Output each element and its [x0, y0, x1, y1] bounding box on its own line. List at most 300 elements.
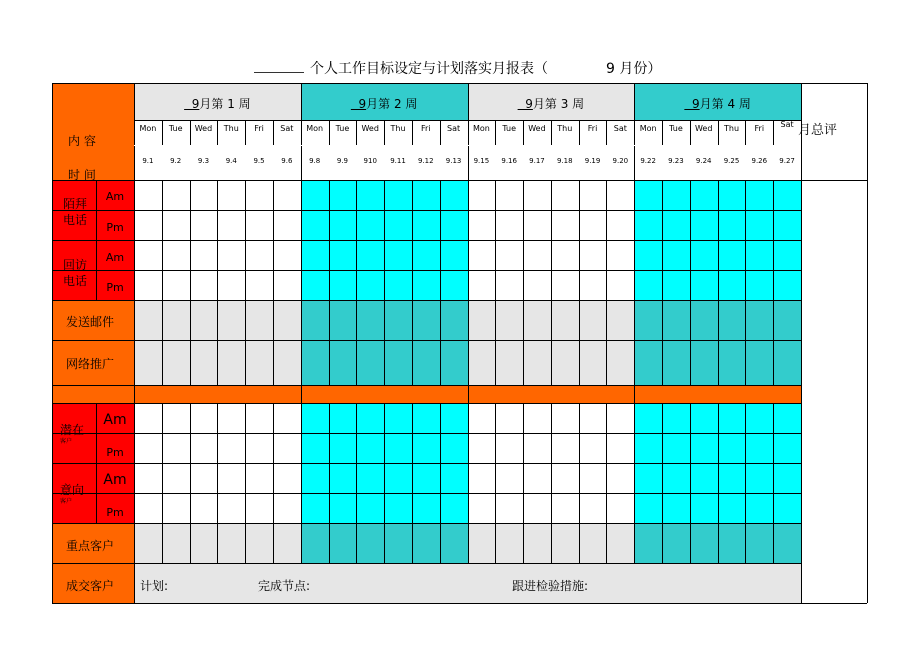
day-label-20: Tue [669, 124, 683, 133]
week-title-month: 9 [184, 97, 200, 111]
grid-vline [551, 493, 552, 523]
date-label-23: 9.26 [751, 157, 768, 165]
grid-vline [745, 270, 746, 300]
report-title-suffix: 月份） [619, 61, 662, 77]
grid-vline [606, 493, 607, 523]
grid-vline [662, 493, 663, 523]
grid-vline [273, 270, 274, 300]
grid-vline [690, 523, 691, 563]
grid-vline [662, 463, 663, 493]
grid-vline [690, 493, 691, 523]
grid-vline [579, 240, 580, 270]
grid-vline [440, 523, 441, 563]
grid-vline [356, 300, 357, 340]
grid-vline [718, 210, 719, 240]
grid-vline [162, 210, 163, 240]
grid-vline [190, 433, 191, 463]
grid-vline [718, 240, 719, 270]
grid-vline [579, 210, 580, 240]
grid-vline [412, 403, 413, 433]
grid-vline [245, 300, 246, 340]
grid-vline [329, 463, 330, 493]
month-summary-column [801, 83, 867, 603]
grid-vline [468, 83, 469, 563]
grid-vline [495, 433, 496, 463]
day-label-11: Fri [421, 124, 431, 133]
time-label: 时 间 [68, 168, 96, 182]
grid-vline [523, 463, 524, 493]
grid-vline [329, 270, 330, 300]
grid-hline [52, 83, 867, 84]
grid-vline [662, 340, 663, 385]
grid-vline [773, 300, 774, 340]
week-title-month: 9 [350, 97, 367, 111]
grid-vline [245, 523, 246, 563]
grid-vline [579, 300, 580, 340]
grid-vline [690, 433, 691, 463]
date-label-19: 9.22 [640, 157, 656, 165]
date-label-13: 9.15 [473, 157, 490, 165]
grid-vline [718, 180, 719, 210]
grid-vline [440, 493, 441, 523]
grid-vline [412, 270, 413, 300]
grid-vline [495, 300, 496, 340]
pm-label-6: Pm [106, 446, 124, 459]
date-label-10: 9.11 [390, 157, 406, 165]
grid-vline [495, 340, 496, 385]
day-label-8: Tue [335, 124, 350, 133]
grid-vline [718, 463, 719, 493]
date-label-16: 9.18 [556, 157, 573, 165]
grid-vline [718, 300, 719, 340]
grid-vline [329, 523, 330, 563]
grid-vline [523, 340, 524, 385]
grid-vline [245, 210, 246, 240]
visit-call-text-2: 电话 [63, 213, 88, 227]
grid-vline [523, 523, 524, 563]
week-title-1 [134, 95, 301, 112]
grid-vline [356, 493, 357, 523]
grid-vline [329, 433, 330, 463]
grid-vline [579, 463, 580, 493]
grid-vline [329, 240, 330, 270]
grid-hline [52, 433, 801, 434]
grid-vline [745, 300, 746, 340]
grid-vline [801, 83, 802, 603]
grid-vline [634, 83, 635, 563]
grid-vline [440, 270, 441, 300]
grid-vline [606, 270, 607, 300]
grid-vline [190, 493, 191, 523]
day-label-3: Wed [194, 124, 213, 133]
grid-vline [217, 180, 218, 210]
week-title-label: 月第 2 周 [366, 97, 418, 111]
grid-vline [384, 180, 385, 210]
grid-vline [662, 403, 663, 433]
grid-vline [412, 463, 413, 493]
grid-vline [384, 240, 385, 270]
grid-vline [773, 340, 774, 385]
date-label-5: 9.5 [253, 157, 265, 165]
grid-vline [579, 403, 580, 433]
grid-vline [495, 210, 496, 240]
date-label-14: 9.16 [501, 157, 517, 165]
grid-vline [773, 403, 774, 433]
am-label-3: Am [105, 251, 125, 264]
grid-vline [718, 433, 719, 463]
grid-vline [412, 433, 413, 463]
grid-vline [440, 300, 441, 340]
grid-vline [551, 433, 552, 463]
day-label-2: Tue [168, 124, 183, 133]
grid-vline [606, 340, 607, 385]
grid-hline [52, 563, 801, 564]
deal-clients-text: 成交客户 [66, 579, 115, 593]
grid-vline [745, 180, 746, 210]
date-label-20: 9.23 [668, 157, 684, 165]
grid-vline [412, 340, 413, 385]
grid-vline [329, 493, 330, 523]
grid-vline [440, 403, 441, 433]
grid-vline [773, 240, 774, 270]
separator-bar [52, 385, 801, 403]
date-label-15: 9.17 [529, 157, 545, 165]
grid-vline [329, 210, 330, 240]
grid-vline [690, 340, 691, 385]
grid-vline [356, 340, 357, 385]
grid-vline [495, 523, 496, 563]
day-label-10: Thu [390, 124, 406, 133]
grid-hline [52, 240, 801, 241]
grid-vline [440, 240, 441, 270]
grid-vline [440, 463, 441, 493]
grid-vline [356, 210, 357, 240]
date-label-1: 9.1 [142, 157, 154, 165]
grid-vline [745, 240, 746, 270]
grid-vline [356, 270, 357, 300]
report-title-main: 个人工作目标设定与计划落实月报表（ [310, 61, 548, 77]
grid-vline [384, 300, 385, 340]
grid-vline [606, 240, 607, 270]
grid-vline [412, 493, 413, 523]
grid-vline [356, 433, 357, 463]
grid-vline [579, 433, 580, 463]
return-call-text-1: 回访 [63, 258, 88, 272]
grid-hline [52, 463, 801, 464]
grid-vline [162, 433, 163, 463]
grid-vline [440, 210, 441, 240]
grid-vline [329, 300, 330, 340]
grid-vline [662, 523, 663, 563]
grid-vline [662, 180, 663, 210]
grid-vline [52, 83, 53, 603]
grid-vline [718, 270, 719, 300]
day-label-21: Wed [694, 124, 713, 133]
grid-vline [217, 403, 218, 433]
grid-hline [52, 300, 801, 301]
grid-vline [217, 340, 218, 385]
grid-vline [217, 433, 218, 463]
grid-vline [190, 210, 191, 240]
grid-vline [745, 433, 746, 463]
grid-vline [190, 340, 191, 385]
date-label-21: 9.24 [695, 157, 712, 165]
am-label-1: Am [105, 190, 125, 203]
grid-vline [773, 180, 774, 210]
day-label-17: Fri [587, 124, 598, 133]
grid-hline [52, 603, 867, 604]
grid-vline [440, 340, 441, 385]
grid-vline [551, 240, 552, 270]
grid-vline [356, 463, 357, 493]
week-title-label: 月第 4 周 [699, 97, 751, 111]
grid-vline [690, 180, 691, 210]
day-label-15: Wed [528, 124, 546, 133]
am-label-7: Am [103, 472, 127, 488]
grid-vline [162, 180, 163, 210]
deal-plan-text: 计划: [140, 579, 169, 593]
grid-vline [412, 523, 413, 563]
visit-call-text-1: 陌拜 [63, 197, 88, 211]
grid-vline [773, 433, 774, 463]
grid-vline [245, 433, 246, 463]
grid-vline [606, 180, 607, 210]
date-label-2: 9.2 [170, 157, 182, 165]
grid-vline [523, 240, 524, 270]
grid-vline [440, 433, 441, 463]
report-title-month: 9 [606, 61, 615, 77]
grid-vline [273, 340, 274, 385]
grid-vline [718, 340, 719, 385]
am-label-5: Am [103, 412, 127, 428]
date-label-3: 9.3 [197, 157, 210, 165]
grid-vline [190, 270, 191, 300]
grid-vline [273, 403, 274, 433]
grid-vline [273, 523, 274, 563]
grid-vline [162, 403, 163, 433]
grid-vline [273, 463, 274, 493]
grid-vline [162, 240, 163, 270]
grid-vline [217, 493, 218, 523]
week-title-2 [301, 95, 468, 112]
day-label-1: Mon [139, 124, 157, 133]
grid-vline [773, 463, 774, 493]
day-label-12: Sat [447, 124, 461, 133]
grid-vline [217, 300, 218, 340]
grid-vline [301, 83, 302, 563]
grid-vline [245, 463, 246, 493]
potential-text: 潜在 [60, 423, 85, 437]
pm-label-8: Pm [106, 506, 124, 519]
grid-vline [329, 403, 330, 433]
grid-hline [134, 145, 801, 146]
grid-vline [523, 210, 524, 240]
grid-vline [745, 340, 746, 385]
pm-label-4: Pm [106, 281, 124, 294]
grid-vline [245, 403, 246, 433]
grid-vline [523, 433, 524, 463]
grid-vline [495, 240, 496, 270]
date-label-24: 9.27 [779, 157, 795, 165]
deal-row-area [134, 563, 801, 603]
grid-vline [690, 270, 691, 300]
grid-hline [52, 403, 801, 404]
content-label: 内 容 [68, 134, 96, 148]
grid-vline [329, 340, 330, 385]
day-label-16: Thu [557, 124, 573, 133]
grid-vline [245, 240, 246, 270]
grid-vline [606, 210, 607, 240]
grid-vline [745, 210, 746, 240]
grid-vline [551, 300, 552, 340]
grid-vline [190, 463, 191, 493]
grid-vline [495, 180, 496, 210]
grid-vline [217, 523, 218, 563]
date-label-12: 9.13 [445, 157, 462, 165]
potential-small: 客户 [60, 438, 73, 445]
grid-vline [579, 493, 580, 523]
pm-label-2: Pm [106, 221, 124, 234]
grid-vline [162, 300, 163, 340]
date-label-17: 9.19 [584, 157, 601, 165]
grid-vline [495, 270, 496, 300]
grid-vline [551, 340, 552, 385]
grid-vline [190, 240, 191, 270]
send-mail-text: 发送邮件 [66, 315, 115, 329]
grid-vline [551, 270, 552, 300]
grid-vline [217, 463, 218, 493]
grid-hline [52, 493, 801, 494]
grid-vline [773, 270, 774, 300]
grid-hline [52, 210, 801, 211]
grid-vline [245, 340, 246, 385]
grid-vline [690, 463, 691, 493]
grid-vline [384, 210, 385, 240]
grid-vline [384, 270, 385, 300]
grid-vline [162, 523, 163, 563]
grid-hline [52, 523, 801, 524]
grid-vline [245, 270, 246, 300]
grid-vline [273, 210, 274, 240]
key-clients-text: 重点客户 [66, 539, 115, 553]
grid-vline [523, 300, 524, 340]
date-label-8: 9.9 [336, 157, 348, 165]
grid-vline [579, 270, 580, 300]
grid-vline [273, 493, 274, 523]
day-label-13: Mon [472, 124, 490, 133]
grid-vline [606, 403, 607, 433]
grid-vline [162, 493, 163, 523]
date-label-22: 9.25 [723, 157, 740, 165]
week-title-label: 月第 1 周 [199, 97, 251, 111]
grid-vline [217, 240, 218, 270]
grid-vline [162, 340, 163, 385]
report-title-month-wrap [606, 58, 661, 78]
grid-vline [245, 493, 246, 523]
deal-milestone-text: 完成节点: [258, 579, 311, 593]
day-label-7: Mon [306, 124, 324, 133]
intent-text: 意向 [60, 483, 85, 497]
grid-vline [356, 523, 357, 563]
grid-vline [579, 340, 580, 385]
grid-vline [745, 403, 746, 433]
date-label-4: 9.4 [225, 157, 237, 165]
grid-vline [273, 300, 274, 340]
grid-vline [606, 300, 607, 340]
grid-vline [523, 180, 524, 210]
grid-vline [412, 180, 413, 210]
week-title-month: 9 [684, 97, 700, 111]
grid-vline [217, 210, 218, 240]
grid-vline [440, 180, 441, 210]
grid-vline [384, 433, 385, 463]
grid-vline [412, 210, 413, 240]
day-label-6: Sat [280, 124, 294, 133]
week-title-label: 月第 3 周 [532, 97, 585, 111]
grid-vline [662, 240, 663, 270]
grid-vline [745, 523, 746, 563]
grid-vline [690, 300, 691, 340]
day-label-4: Thu [223, 124, 239, 133]
day-label-18: Sat [613, 124, 627, 133]
title-blank-line [254, 72, 304, 73]
grid-vline [523, 270, 524, 300]
report-title [310, 58, 548, 78]
web-promo-text: 网络推广 [66, 357, 115, 371]
grid-vline [690, 210, 691, 240]
grid-vline [384, 523, 385, 563]
grid-vline [356, 403, 357, 433]
grid-vline [412, 240, 413, 270]
grid-vline [523, 493, 524, 523]
return-call-text-2: 电话 [63, 274, 88, 288]
grid-vline [551, 463, 552, 493]
grid-vline [551, 180, 552, 210]
day-label-22: Thu [724, 124, 740, 133]
week-title-3 [468, 95, 635, 112]
grid-vline [356, 240, 357, 270]
grid-vline [662, 433, 663, 463]
date-label-11: 9.12 [418, 157, 434, 165]
grid-vline [162, 270, 163, 300]
grid-vline [384, 340, 385, 385]
grid-vline [273, 433, 274, 463]
grid-vline [162, 463, 163, 493]
day-label-23: Fri [754, 124, 765, 133]
grid-vline [745, 493, 746, 523]
grid-vline [329, 180, 330, 210]
grid-vline [190, 403, 191, 433]
date-label-7: 9.8 [309, 157, 321, 165]
grid-vline [662, 270, 663, 300]
grid-vline [384, 493, 385, 523]
grid-vline [523, 403, 524, 433]
day-label-5: Fri [254, 124, 264, 133]
grid-vline [606, 463, 607, 493]
week-title-4 [634, 95, 801, 112]
grid-vline [551, 523, 552, 563]
grid-vline [606, 433, 607, 463]
grid-vline [273, 180, 274, 210]
day-label-9: Wed [361, 124, 379, 133]
grid-vline [551, 210, 552, 240]
grid-vline [356, 180, 357, 210]
grid-vline [773, 493, 774, 523]
grid-hline [52, 270, 801, 271]
day-label-19: Mon [639, 124, 657, 133]
grid-hline [52, 180, 801, 181]
day-label-14: Tue [502, 124, 516, 133]
